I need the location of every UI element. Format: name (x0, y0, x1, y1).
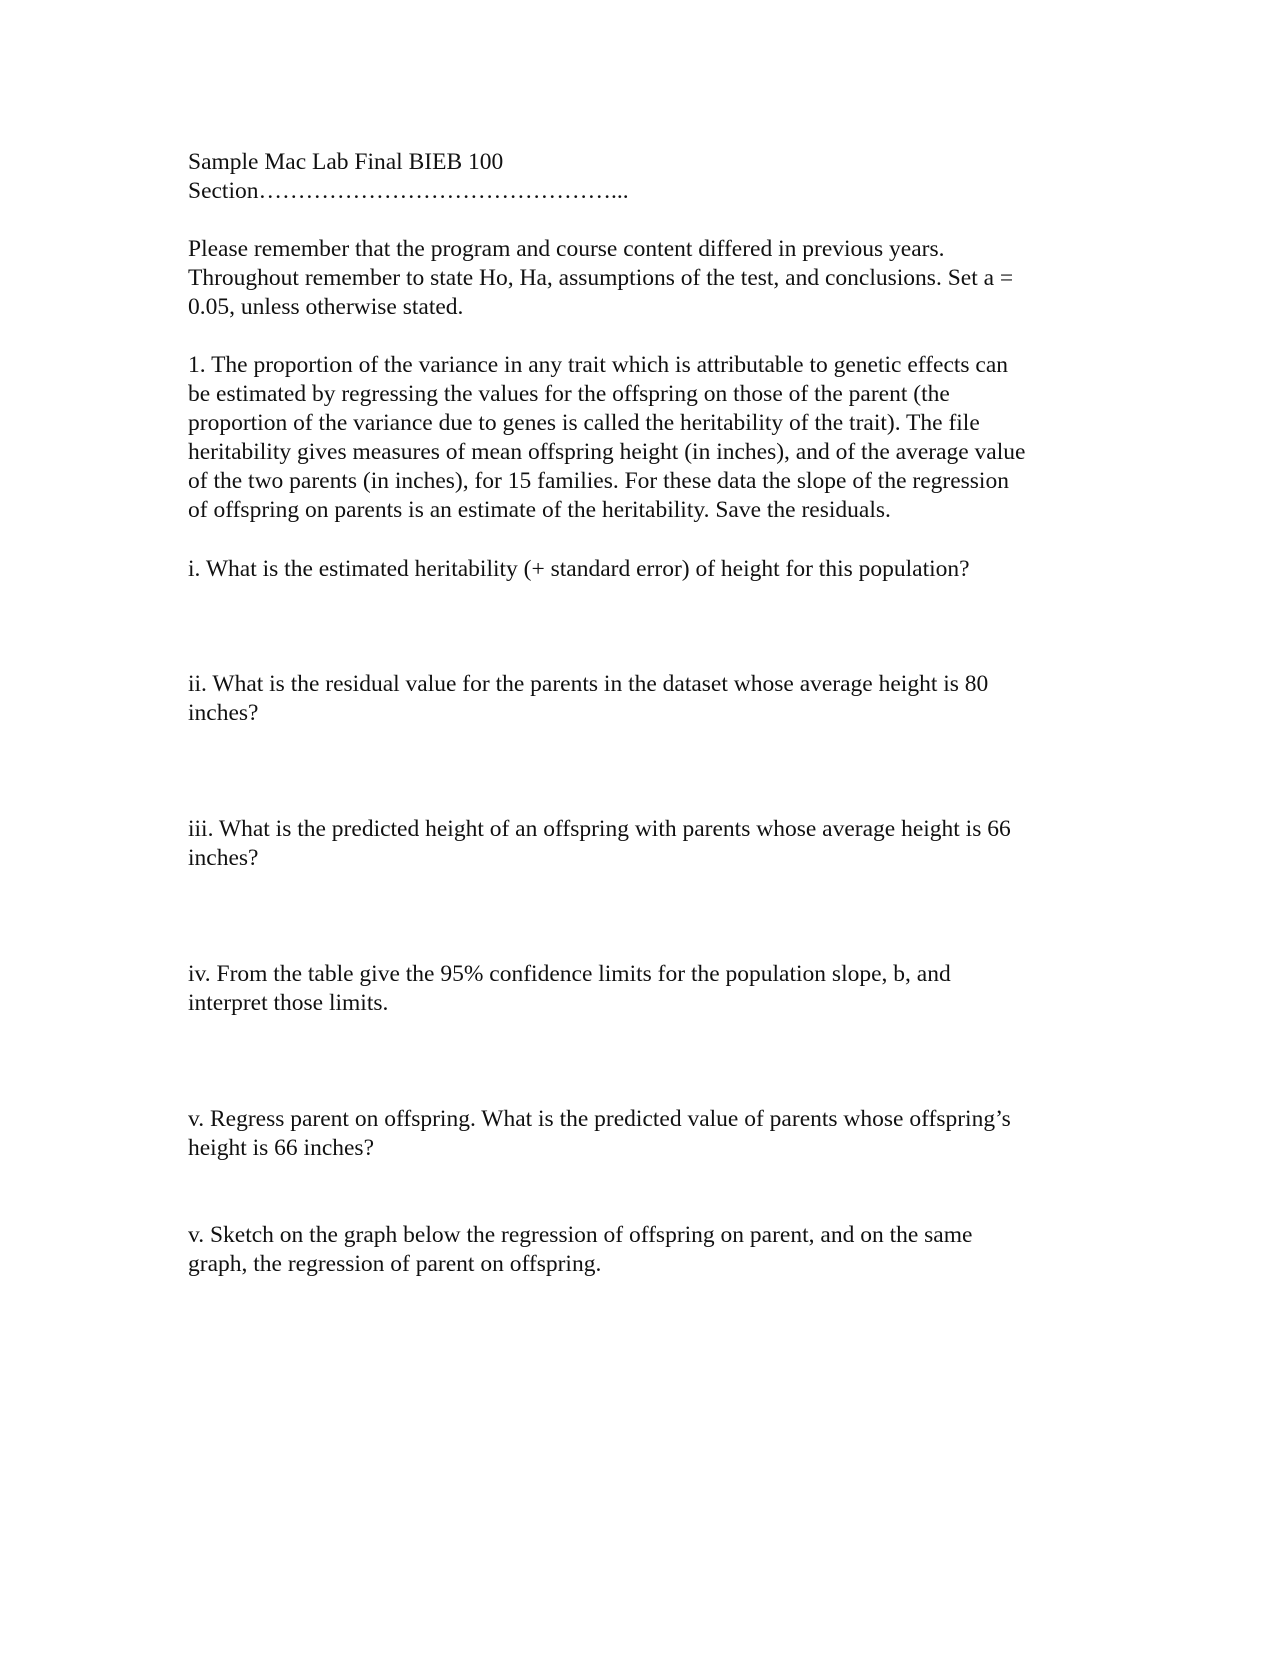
question-part-iv: iv. From the table give the 95% confidence limits for the population slope, b, and interpret those limits. (188, 961, 951, 1016)
question-part-iii: iii. What is the predicted height of an offspring with parents whose average height is 66 inches? (188, 816, 1011, 871)
question-part-i: i. What is the estimated heritability (+ standard error) of height for this population? (188, 556, 970, 582)
question-1-prompt: 1. The proportion of the variance in any trait which is attributable to genetic effects can be estimated by regressing the values for the offspring on those of the parent (the proportion of the variance due to genes is called the heritability of the trait). The file heritability gives measures of mean offspring height (in inches), and of the average value of the two parents (in inches), for 15 families. For these data the slope of the regression of offspring on parents is an estimate of the heritability. Save the residuals. (188, 352, 1026, 523)
section-field: Section………………………………………... (188, 178, 629, 204)
document-title: Sample Mac Lab Final BIEB 100 (188, 149, 504, 175)
question-part-v-regress: v. Regress parent on offspring. What is the predicted value of parents whose offspring’s height is 66 inches? (188, 1106, 1011, 1161)
intro-paragraph: Please remember that the program and course content differed in previous years. Throughout remember to state Ho, Ha, assumptions of the test, and conclusions. Set a = 0.05, unless otherwise stated. (188, 236, 1014, 320)
question-part-ii: ii. What is the residual value for the parents in the dataset whose average height is 80 inches? (188, 671, 989, 726)
question-part-v-sketch: v. Sketch on the graph below the regression of offspring on parent, and on the same graph, the regression of parent on offspring. (188, 1222, 973, 1277)
